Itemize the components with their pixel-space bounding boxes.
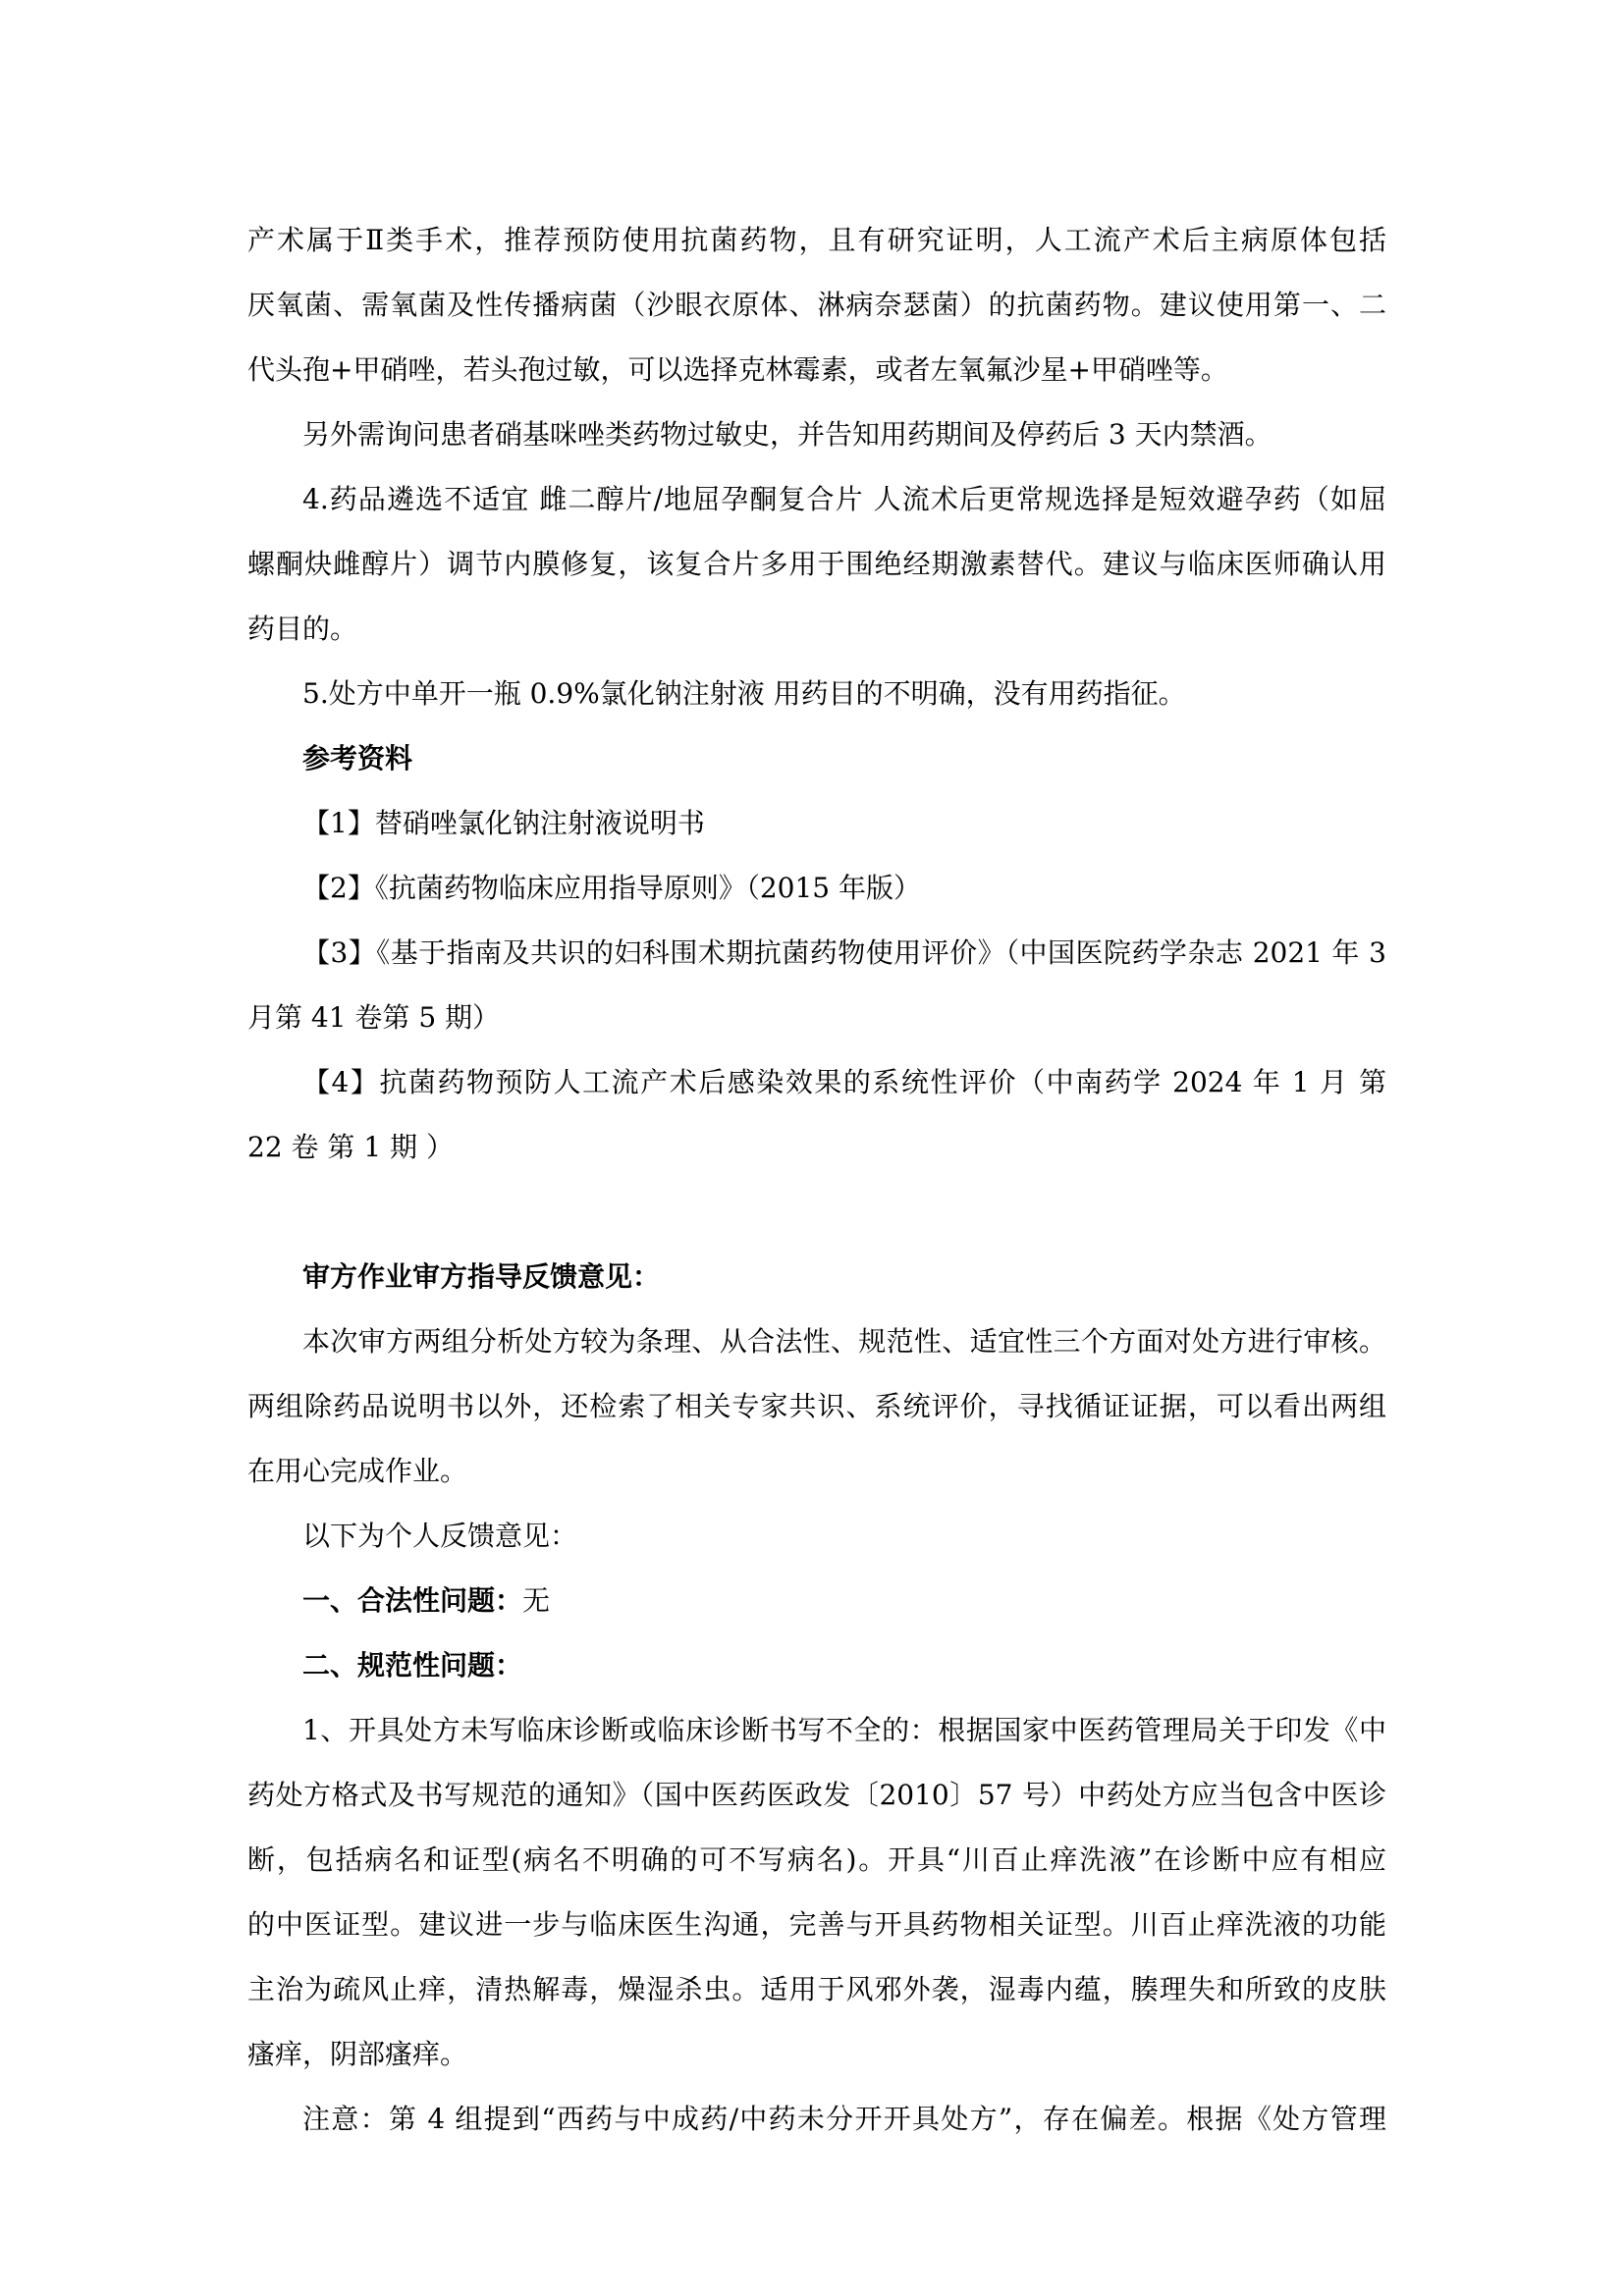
references-heading: 参考资料	[302, 742, 413, 774]
reference-item-continuation: 22 卷 第 1 期 ）	[247, 1131, 454, 1163]
reference-item-continuation: 月第 41 卷第 5 期）	[247, 1001, 501, 1034]
paragraph-line: 另外需询问患者硝基咪唑类药物过敏史，并告知用药期间及停药后 3 天内禁酒。	[302, 418, 1272, 451]
legality-heading	[247, 1569, 1386, 1633]
reference-item: 【2】《抗菌药物临床应用指导原则》（2015 年版）	[302, 872, 921, 904]
section-gap	[247, 1180, 1386, 1245]
paragraph-line: 两组除药品说明书以外，还检索了相关专家共识、系统评价，寻找循证证据，可以看出两组	[247, 1390, 1386, 1422]
paragraph-line: 瘙痒，阴部瘙痒。	[247, 2038, 468, 2070]
paragraph-line: 代头孢+甲硝唑，若头孢过敏，可以选择克林霉素，或者左氧氟沙星+甲硝唑等。	[247, 353, 1228, 386]
paragraph-line: 4.药品遴选不适宜 雌二醇片/地屈孕酮复合片 人流术后更常规选择是短效避孕药（如屈	[302, 483, 1386, 515]
standardization-heading: 二、规范性问题：	[302, 1649, 523, 1682]
reference-item: 【4】抗菌药物预防人工流产术后感染效果的系统性评价（中南药学 2024 年 1 月 第	[302, 1066, 1386, 1098]
paragraph-line: 产术属于Ⅱ类手术，推荐预防使用抗菌药物，且有研究证明，人工流产术后主病原体包括	[247, 224, 1386, 256]
feedback-heading: 审方作业审方指导反馈意见：	[302, 1260, 661, 1293]
paragraph-line: 药目的。	[247, 613, 358, 645]
reference-item: 【3】《基于指南及共识的妇科围术期抗菌药物使用评价》（中国医院药学杂志 2021 年 3	[302, 936, 1386, 969]
paragraph-line: 5.处方中单开一瓶 0.9%氯化钠注射液 用药目的不明确，没有用药指征。	[302, 677, 1186, 710]
paragraph-line: 主治为疏风止痒，清热解毒，燥湿杀虫。适用于风邪外袭，湿毒内蕴，腠理失和所致的皮肤	[247, 1973, 1386, 2005]
document-body	[247, 208, 1386, 2152]
paragraph-line: 厌氧菌、需氧菌及性传播病菌（沙眼衣原体、淋病奈瑟菌）的抗菌药物。建议使用第一、二	[247, 289, 1386, 321]
legality-value: 无	[522, 1584, 551, 1617]
paragraph-line: 药处方格式及书写规范的通知》（国中医药医政发〔2010〕57 号）中药处方应当包含中医诊	[247, 1779, 1386, 1811]
legality-label: 一、合法性问题：	[302, 1584, 523, 1617]
paragraph-line: 断，包括病名和证型(病名不明确的可不写病名)。开具“川百止痒洗液”在诊断中应有相应	[247, 1843, 1386, 1876]
paragraph-line: 注意：第 4 组提到“西药与中成药/中药未分开开具处方”，存在偏差。根据《处方管理	[302, 2103, 1386, 2135]
paragraph-line: 的中医证型。建议进一步与临床医生沟通，完善与开具药物相关证型。川百止痒洗液的功能	[247, 1908, 1386, 1941]
paragraph-line: 1、开具处方未写临床诊断或临床诊断书写不全的：根据国家中医药管理局关于印发《中	[302, 1714, 1386, 1746]
reference-item: 【1】替硝唑氯化钠注射液说明书	[302, 807, 705, 839]
paragraph-line: 螺酮炔雌醇片）调节内膜修复，该复合片多用于围绝经期激素替代。建议与临床医师确认用	[247, 548, 1386, 580]
paragraph-line: 以下为个人反馈意见：	[302, 1520, 578, 1552]
paragraph-line: 在用心完成作业。	[247, 1455, 468, 1487]
paragraph-line: 本次审方两组分析处方较为条理、从合法性、规范性、适宜性三个方面对处方进行审核。	[302, 1325, 1386, 1358]
